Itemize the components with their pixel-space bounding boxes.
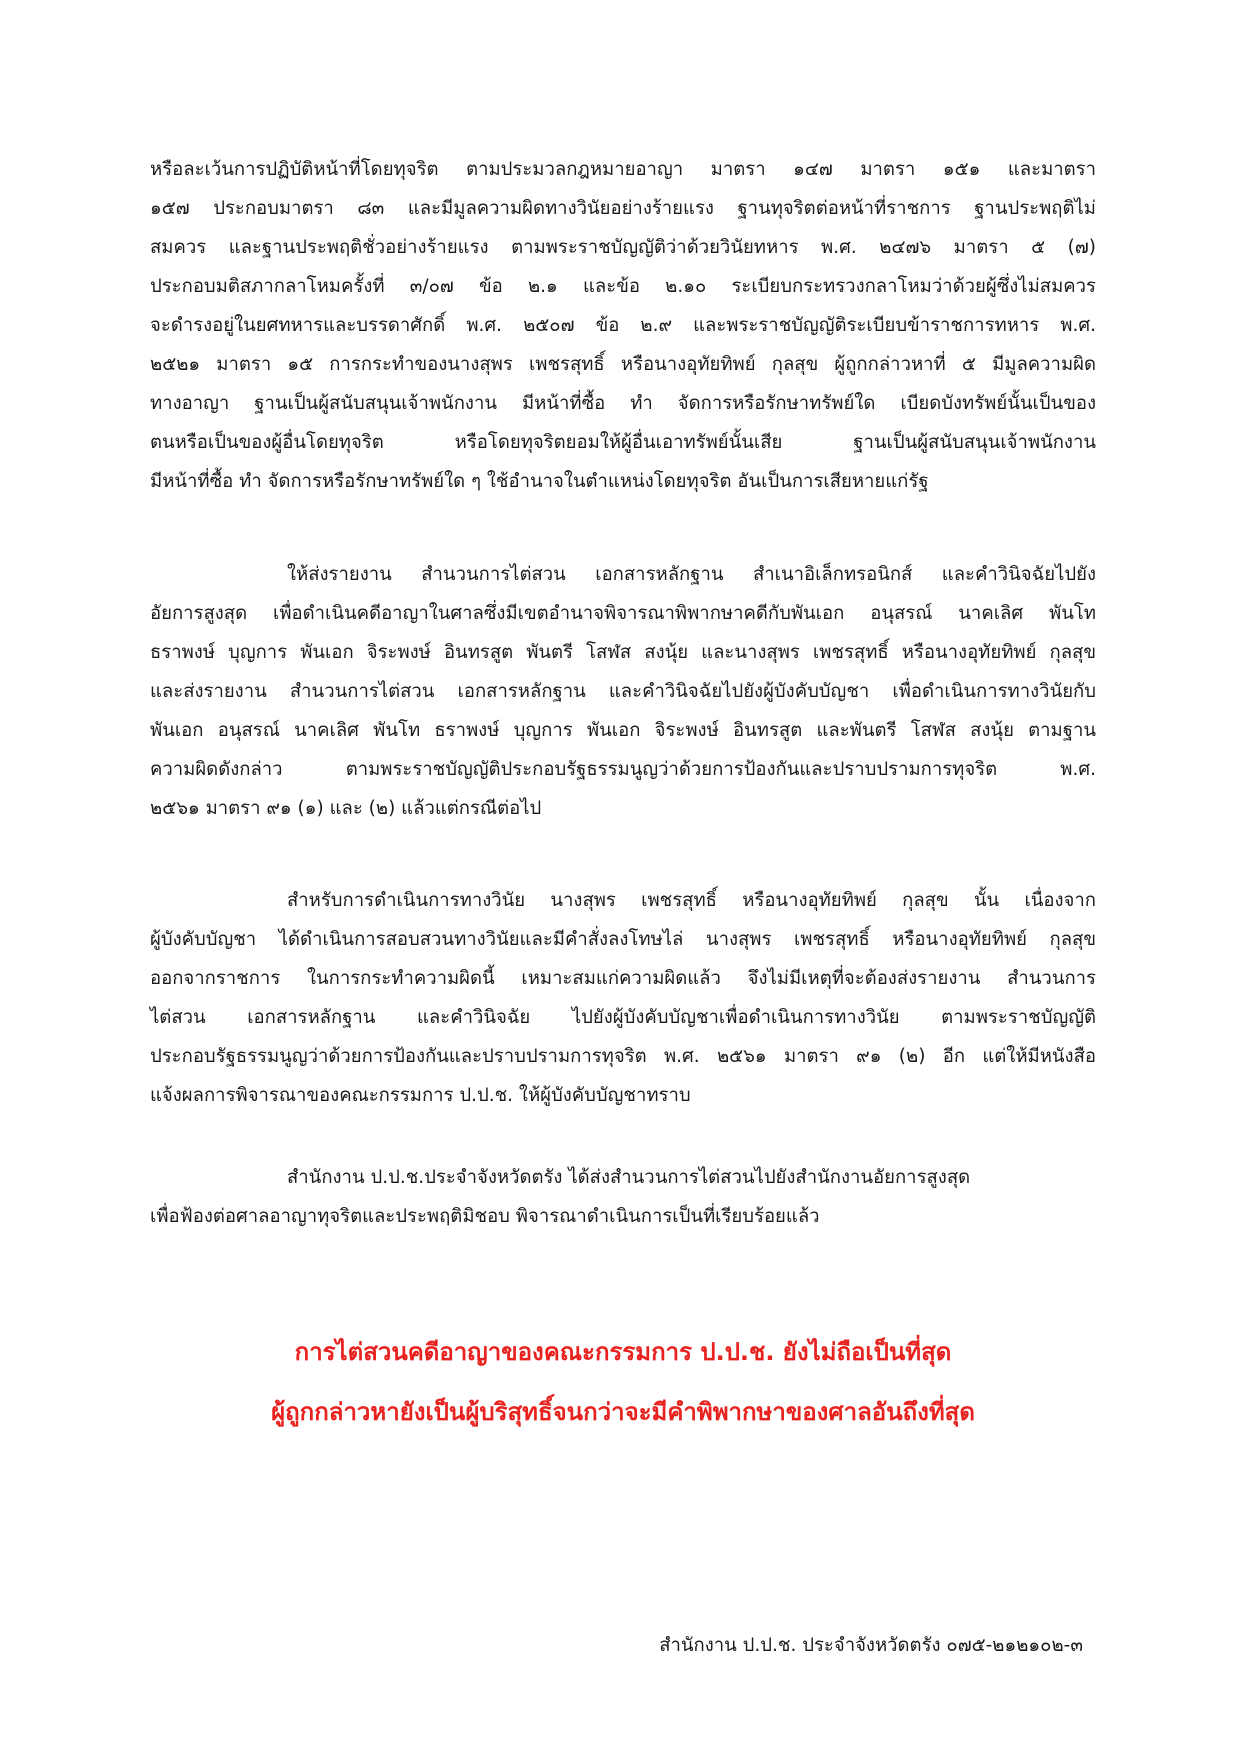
- text-line: ออกจากราชการ ในการกระทำความผิดนี้ เหมาะสมแก่ความผิดแล้ว จึงไม่มีเหตุที่จะต้องส่งรายงาน สำนวนการ: [150, 968, 1096, 989]
- text-line: ๒๕๒๑ มาตรา ๑๕ การกระทำของนางสุพร เพชรสุทธิ์ หรือนางอุทัยทิพย์ กุลสุข ผู้ถูกกล่าวหาที่ ๕ มีมูลความผิด: [150, 354, 1096, 375]
- text-line: เพื่อฟ้องต่อศาลอาญาทุจริตและประพฤติมิชอบ พิจารณาดำเนินการเป็นที่เรียบร้อยแล้ว: [150, 1206, 820, 1227]
- text-line: ผู้บังคับบัญชา ได้ดำเนินการสอบสวนทางวินัยและมีคำสั่งลงโทษไล่ นางสุพร เพชรสุทธิ์ หรือนางอุทัยทิพย์ กุลสุข: [150, 929, 1096, 950]
- text-line: และส่งรายงาน สำนวนการไต่สวน เอกสารหลักฐาน และคำวินิจฉัยไปยังผู้บังคับบัญชา เพื่อดำเนินการทางวินัยกับ: [150, 681, 1096, 702]
- text-line: แจ้งผลการพิจารณาของคณะกรรมการ ป.ป.ช. ให้ผู้บังคับบัญชาทราบ: [150, 1085, 691, 1106]
- text-line: ตนหรือเป็นของผู้อื่นโดยทุจริต หรือโดยทุจริตยอมให้ผู้อื่นเอาทรัพย์นั้นเสีย ฐานเป็นผู้สนับสนุนเจ้าพนักงาน: [150, 432, 1096, 453]
- text-line: อัยการสูงสุด เพื่อดำเนินคดีอาญาในศาลซึ่งมีเขตอำนาจพิจารณาพิพากษาคดีกับพันเอก อนุสรณ์ นาคเลิศ พันโท: [150, 603, 1096, 624]
- text-line: ความผิดดังกล่าว ตามพระราชบัญญัติประกอบรัฐธรรมนูญว่าด้วยการป้องกันและปราบปรามการทุจริต พ.ศ.: [150, 759, 1096, 780]
- text-line: สำนักงาน ป.ป.ช.ประจำจังหวัดตรัง ได้ส่งสำนวนการไต่สวนไปยังสำนักงานอัยการสูงสุด: [287, 1167, 971, 1188]
- text-line: ประกอบมติสภากลาโหมครั้งที่ ๓/๐๗ ข้อ ๒.๑ และข้อ ๒.๑๐ ระเบียบกระทรวงกลาโหมว่าด้วยผู้ซึ่งไม่สมควร: [150, 276, 1096, 297]
- text-line: ๒๕๖๑ มาตรา ๙๑ (๑) และ (๒) แล้วแต่กรณีต่อไป: [150, 798, 542, 819]
- text-line: ให้ส่งรายงาน สำนวนการไต่สวน เอกสารหลักฐาน สำเนาอิเล็กทรอนิกส์ และคำวินิจฉัยไปยัง: [287, 564, 1096, 585]
- text-line: ประกอบรัฐธรรมนูญว่าด้วยการป้องกันและปราบปรามการทุจริต พ.ศ. ๒๕๖๑ มาตรา ๙๑ (๒) อีก แต่ให้มีหนังสือ: [150, 1046, 1096, 1067]
- text-line: สมควร และฐานประพฤติชั่วอย่างร้ายแรง ตามพระราชบัญญัติว่าด้วยวินัยทหาร พ.ศ. ๒๔๗๖ มาตรา ๕ (๗): [150, 237, 1096, 258]
- footer-contact: สำนักงาน ป.ป.ช. ประจำจังหวัดตรัง ๐๗๕-๒๑๒๑๐๒-๓: [659, 1635, 1083, 1656]
- text-line: หรือละเว้นการปฏิบัติหน้าที่โดยทุจริต ตามประมวลกฎหมายอาญา มาตรา ๑๔๗ มาตรา ๑๕๑ และมาตรา: [150, 159, 1096, 180]
- notice-line-1: การไต่สวนคดีอาญาของคณะกรรมการ ป.ป.ช. ยังไม่ถือเป็นที่สุด: [294, 1338, 952, 1366]
- text-line: ไต่สวน เอกสารหลักฐาน และคำวินิจฉัย ไปยังผู้บังคับบัญชาเพื่อดำเนินการทางวินัย ตามพระราชบัญญัติ: [150, 1007, 1096, 1028]
- text-line: พันเอก อนุสรณ์ นาคเลิศ พันโท ธราพงษ์ บุญการ พันเอก จิระพงษ์ อินทรสูต และพันตรี โสฬส สงนุ้ย ตามฐาน: [150, 720, 1096, 741]
- text-line: ทางอาญา ฐานเป็นผู้สนับสนุนเจ้าพนักงาน มีหน้าที่ซื้อ ทำ จัดการหรือรักษาทรัพย์ใด เบียดบังทรัพย์นั้นเป็นของ: [150, 393, 1096, 414]
- notice-line-2: ผู้ถูกกล่าวหายังเป็นผู้บริสุทธิ์จนกว่าจะมีคำพิพากษาของศาลอันถึงที่สุด: [271, 1398, 975, 1426]
- text-line: จะดำรงอยู่ในยศทหารและบรรดาศักดิ์ พ.ศ. ๒๕๐๗ ข้อ ๒.๙ และพระราชบัญญัติระเบียบข้าราชการทหาร พ.ศ.: [150, 315, 1096, 336]
- text-line: ๑๕๗ ประกอบมาตรา ๘๓ และมีมูลความผิดทางวินัยอย่างร้ายแรง ฐานทุจริตต่อหน้าที่ราชการ ฐานประพฤติไม่: [150, 198, 1096, 219]
- text-line: มีหน้าที่ซื้อ ทำ จัดการหรือรักษาทรัพย์ใด ๆ ใช้อำนาจในตำแหน่งโดยทุจริต อันเป็นการเสียหายแก่รัฐ: [150, 471, 929, 492]
- text-line: สำหรับการดำเนินการทางวินัย นางสุพร เพชรสุทธิ์ หรือนางอุทัยทิพย์ กุลสุข นั้น เนื่องจาก: [287, 890, 1096, 911]
- text-line: ธราพงษ์ บุญการ พันเอก จิระพงษ์ อินทรสูต พันตรี โสฬส สงนุ้ย และนางสุพร เพชรสุทธิ์ หรือนางอุทัยทิพย์ กุลสุข: [150, 642, 1096, 663]
